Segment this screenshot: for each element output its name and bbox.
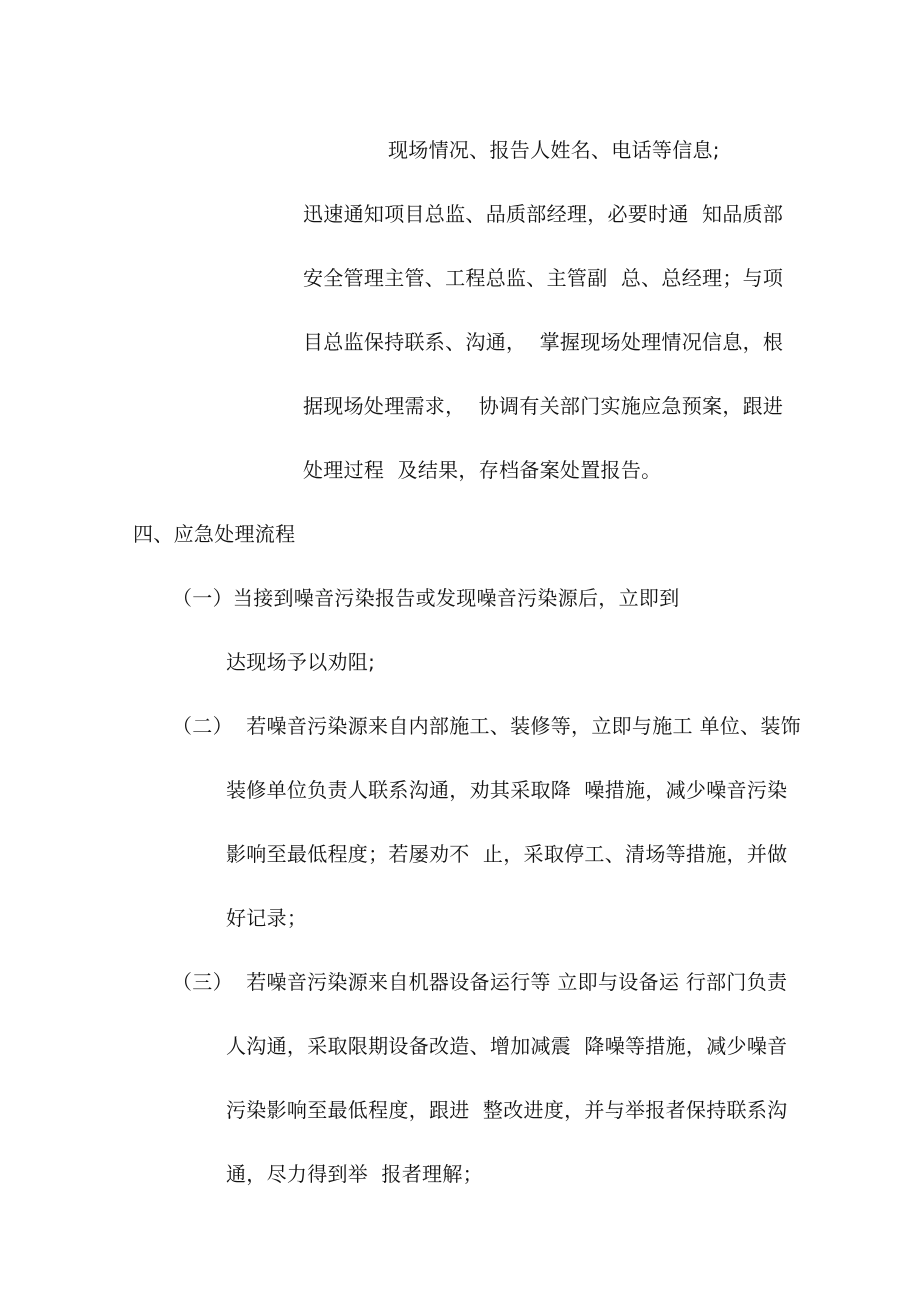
text-line: （三） 若噪音污染源来自机器设备运行等 立即与设备运 行部门负责 [172, 970, 788, 994]
text-line: 目总监保持联系、沟通， 掌握现场处理情况信息，根 [303, 330, 784, 354]
text-line: 安全管理主管、工程总监、主管副 总、总经理；与项 [303, 266, 784, 290]
text-line: 影响至最低程度；若屡劝不 止，采取停工、清场等措施，并做 [226, 842, 788, 866]
text-line: 人沟通，采取限期设备改造、增加减震 降噪等措施，减少噪音 [226, 1034, 788, 1058]
text-line: （一）当接到噪音污染报告或发现噪音污染源后，立即到 [172, 586, 680, 610]
text-line: 好记录； [226, 906, 308, 930]
text-line: 处理过程 及结果，存档备案处置报告。 [303, 458, 662, 482]
text-line: 迅速通知项目总监、品质部经理，必要时通 知品质部 [303, 202, 784, 226]
text-line: 通，尽力得到举 报者理解； [226, 1162, 483, 1186]
section-heading: 四、应急处理流程 [133, 522, 296, 546]
text-line: （二） 若噪音污染源来自内部施工、装修等，立即与施工 单位、装饰 [172, 714, 801, 738]
text-line: 污染影响至最低程度，跟进 整改进度，并与举报者保持联系沟 [226, 1098, 788, 1122]
text-line: 现场情况、报告人姓名、电话等信息; [388, 138, 720, 162]
text-line: 达现场予以劝阻; [226, 650, 376, 674]
text-line: 据现场处理需求， 协调有关部门实施应急预案，跟进 [303, 394, 784, 418]
text-line: 装修单位负责人联系沟通，劝其采取降 噪措施，减少噪音污染 [226, 778, 788, 802]
